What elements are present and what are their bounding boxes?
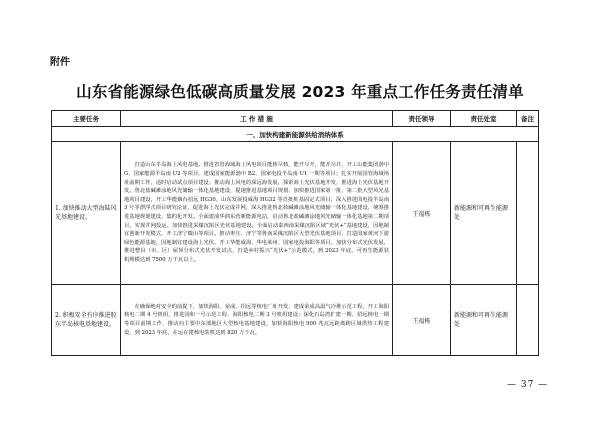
task-cell: 2. 积极安全有序推进胶东半岛核电基地建设。 [52,285,121,356]
task-cell: 1. 加快推动大型海陆风光基地建设。 [52,142,121,285]
header-responsible-department: 责任处室 [451,111,517,127]
header-main-task: 主要任务 [52,111,121,127]
table-row [52,285,539,356]
measures-cell [121,142,393,285]
document-title: 山东省能源绿色低碳高质量发展 2023 年重点工作任务责任清单 [76,83,524,101]
section-row [52,127,539,142]
table-header-row [52,111,539,127]
table-row [52,142,539,285]
measures-text: 打造山东半岛海上风电基地。推进省管海域海上风电项目能核尽核，能开尽开，能并尽并，开工山能集团渤中 G、国家能源半岛南 U2 等项目，建成国家能源渤中 B2、国家电投半岛南 U1 一期等项目；扎实开展国管海域场址前期工作，适时启动试点项目建设；推动海上风电的深远海发展，探索海上光伏基地开发，推进海上光伏基地开发。鲁北盐碱滩涂地风光储输一体化基地建设，提速推进基地项目规划，加快推进国家第一批、第二批大型风光基地项目建设，开工华能烟台招远 HG30、山东发展投威海 HG32 等首批桩基固定式项目；深入推进国电投半岛南 3 号等漂浮式项目研究论证，促进海上光伏完成并网，深入推进鲁北盐碱滩涂地风光储输一体化基地建设，统筹推进基地规划建设，集约化开发。全面建成华润东营新能源电站，启动鲁北盐碱滩涂地风光储输一体化基地第二期项目，实现并网投运。加快推进采煤沉陷区光伏基地建设。全面启动泰西南采煤沉陷区域“光伏+”基地建设，因地制宜创新开发模式，开工济宁微山等项目。推动枣庄、济宁等鲁南采煤沉陷区大型光伏基地项目，打造国家黄河下游绿色能源基地，因地制宜建设海上光伏，开工华能威海、华电莱州、国家电投海阳等项目。加快分布式光伏发展，推进整县（市、区）屋顶分布式光伏开发试点，打造乡村振兴“光伏+”示范模式，到 2023 年底，可再生能源装机规模达到 7500 万千瓦以上。 [124,162,389,263]
leader-cell: 王福栋 [393,142,451,285]
attachment-label: 附件 [50,57,70,68]
leader-cell: 王福栋 [393,285,451,356]
measures-cell [121,285,393,356]
remark-cell [517,285,539,356]
measures-text: 在确保绝对安全的前提下，加快海阳、荣成、招远等核电厂址开发，建成荣成高温气冷堆示范工程，开工海阳核电二期 4 号机组，推进国和一号示范工程、海阳核电二期 3 号机组建设；深化石岛湾扩建一期、招远核电一期等项目前期工作，推动向主要中东部地区大型核电基地建设，加快海阳核电 900 兆瓦远距离跨区域供热工程建设，到 2023 年底，在运在建核电装机达到 820 万千瓦。 [124,303,389,336]
remark-cell [517,142,539,285]
header-remarks: 备注 [517,111,539,127]
page-number: — 37 — [507,380,549,390]
department-cell: 新能源和可再生能源处 [451,142,517,285]
task-responsibility-table [51,110,539,356]
department-cell: 新能源和可再生能源处 [451,285,517,356]
header-responsible-leader: 责任领导 [393,111,451,127]
header-work-measures: 工 作 措 施 [121,111,393,127]
section-heading: 一、加快构建新能源供给消纳体系 [52,127,539,142]
